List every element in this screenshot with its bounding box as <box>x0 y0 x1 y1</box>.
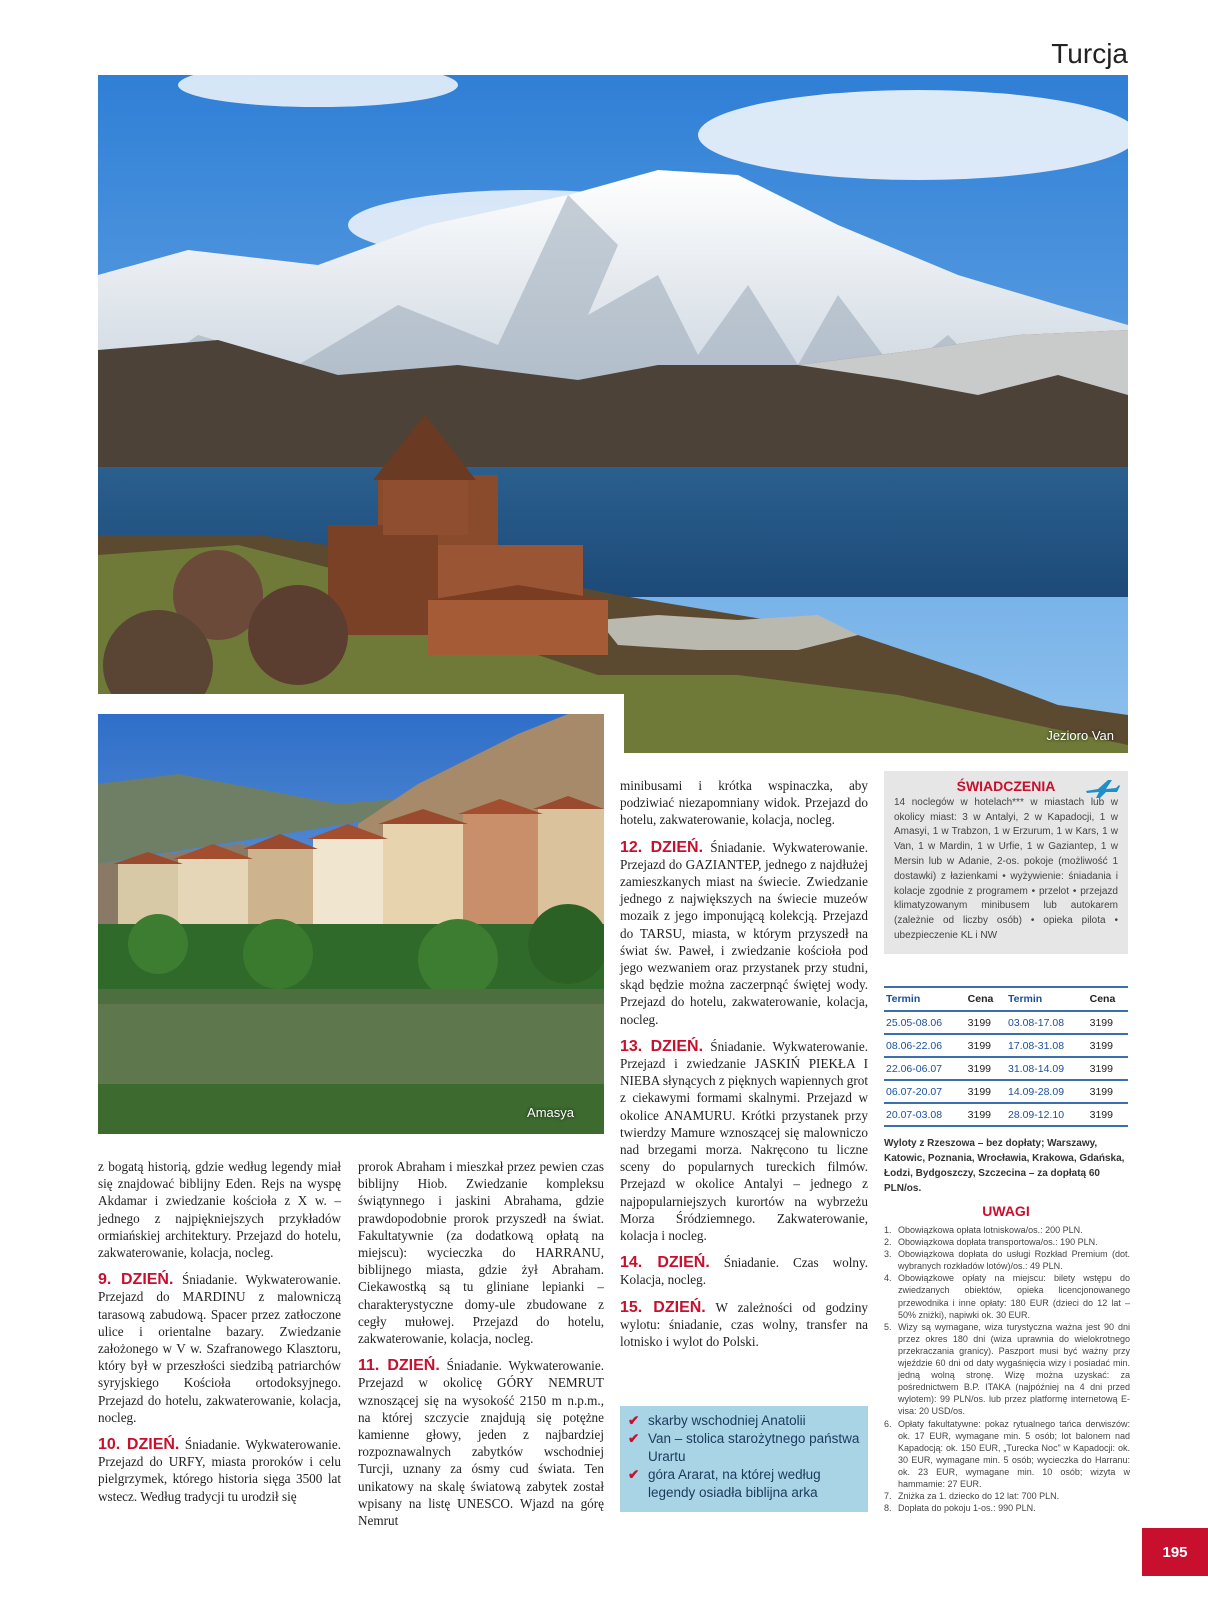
page-number: 195 <box>1142 1528 1208 1576</box>
departures-note: Wyloty z Rzeszowa – bez dopłaty; Warszawy, Katowic, Poznania, Wrocławia, Krakowa, Gdańska, Łodzi, Bydgoszczy, Szczecina – za dopłatą 60 PLN/os. <box>884 1138 1125 1194</box>
note-item: 2. Obowiązkowa dopłata transportowa/os.: 190 PLN. <box>884 1237 1098 1248</box>
table-row: 20.07-03.08 3199 28.09-12.10 3199 <box>884 1103 1128 1126</box>
note-item: 4. Obowiązkowe opłaty na miejscu: bilety wstępu do zwiedzanych obiektów, opieka licencjonowanego przewodnika i inne opłaty: 180 EUR (dzieci do 12 lat – 50% zniżki), napiwki ok. 30 EUR. <box>884 1273 1130 1320</box>
day-label: 15. DZIEŃ. <box>620 1298 706 1316</box>
itinerary-day-10 <box>98 1436 341 1505</box>
table-header-row <box>884 987 1128 1011</box>
column-header: Termin <box>1006 987 1088 1011</box>
day-label: 10. DZIEŃ. <box>98 1436 180 1454</box>
highlights-box <box>620 1406 868 1512</box>
note-item: 5. Wizy są wymagane, wiza turystyczna ważna jest 90 dni przez okres 180 dni (wiza uprawnia do wielokrotnego przekraczania granicy). Paszport musi być ważny przy wjeździe 60 dni od daty wygaśnięcia wizy i posiadać min. jedną wolną stronę. Wizę można uzyskać: za pośrednictwem B.P. ITAKA (najpóźniej na 4 dni przed wylotem): 99 PLN/os. lub przez platformę internetową E-visa: 20 USD/os. <box>884 1321 1130 1417</box>
photo-caption-amasya: Amasya <box>527 1105 574 1120</box>
itinerary-day-13 <box>620 1038 868 1244</box>
day-label: 13. DZIEŃ. <box>620 1037 704 1055</box>
day-text: W zależności od godziny wylotu: śniadanie, czas wolny, transfer na lotnisko i wylot do Polski. <box>620 1299 869 1350</box>
table-row: 06.07-20.07 3199 14.09-28.09 3199 <box>884 1080 1128 1103</box>
benefits-text: 14 noclegów w hotelach*** w miastach lub w okolicy miast: 3 w Antalyi, 2 w Kapadocji, 1 w Amasyi, 1 w Trabzon, 1 w Erzurum, 1 w Kars, 1 w Van, 1 w Mardin, 1 w Urfie, 1 w Gaziantep, 1 w Mersin lub w Adanie, 2-os. pokoje (możliwość 1 dostawki) z łazienkami • wyżywienie: śniadania i kolacje zgodnie z programem • przelot • przejazd klimatyzowanym minibusem lub autokarem (zależnie od liczby osób) • opieka pilota • ubezpieczenie KL i NW <box>894 796 1118 941</box>
day-label: 12. DZIEŃ. <box>620 838 704 856</box>
table-row: 22.06-06.07 3199 31.08-14.09 3199 <box>884 1057 1128 1080</box>
note-item: 1. Obowiązkowa opłata lotniskowa/os.: 200 PLN. <box>884 1225 1083 1235</box>
day-text: Śniadanie. Wykwaterowanie. Przejazd do MARDINU z malowniczą tarasową zabudową. Spacer przez zatłoczone ulice i orientalne bazary. Zwiedzanie założonego w V w. Szafranowego Klasztoru, który był w przeszłości siedzibą patriarchów syryjskiego Kościoła ortodoksyjnego. Przejazd do hotelu, zakwaterowanie, kolacja, nocleg. <box>98 1272 341 1425</box>
note-item: 6. Opłaty fakultatywne: pokaz rytualnego tańca derwiszów: ok. 17 EUR, wymagane min. 5 osób; lot balonem nad Kapadocją: ok. 150 EUR, „Turecka Noc” w Kapadocji: ok. 30 EUR, wymagane min. 5 osób; wycieczka do Harranu: ok. 23 EUR, wymagane min. 10 osób; wizyta w hammamie: 27 EUR. <box>884 1418 1130 1489</box>
highlight-item: ✔ góra Ararat, na której według legendy osiadła biblijna arka <box>628 1467 821 1500</box>
checkmark-icon: ✔ <box>628 1467 640 1482</box>
day-text: Śniadanie. Wykwaterowanie. Przejazd w okolicę GÓRY NEMRUT wznoszącej się na wysokość 2150 m n.p.m., na której szczycie znajdują się potężne kamienne głowy, jeden z najbardziej rozpoznawalnych zabytków wschodniej Turcji, uznany za ósmy cud świata. Ten unikatowy na skalę światową zabytek został wpisany na listę UNESCO. Wjazd na górę Nemrut <box>358 1358 604 1529</box>
airplane-icon <box>1084 777 1120 799</box>
itinerary-column-2 <box>358 1158 604 1539</box>
benefits-title: ŚWIADCZENIA <box>956 778 1056 794</box>
day-text: Śniadanie. Czas wolny. Kolacja, nocleg. <box>620 1255 868 1288</box>
itinerary-text: z bogatą historią, gdzie według legendy miał się znajdować biblijny Eden. Rejs na wyspę Akdamar i zwiedzanie kościoła z X w. – jednego z najpiękniejszych przykładów ormiańskiej architektury. Przejazd do hotelu, zakwaterowanie, kolacja, nocleg. <box>98 1159 341 1261</box>
day-text: Śniadanie. Wykwaterowanie. Przejazd do URFY, miasta proroków i celu pielgrzymek, którego historia sięga 3500 lat wstecz. Według tradycji tu urodził się <box>98 1437 341 1504</box>
highlight-item: ✔ Van – stolica starożytnego państwa Urartu <box>628 1431 860 1464</box>
itinerary-text: minibusami i krótka wspinaczka, aby podziwiać niezapomniany widok. Przejazd do hotelu, zakwaterowanie, kolacja, nocleg. <box>620 778 868 828</box>
day-label: 9. DZIEŃ. <box>98 1271 174 1289</box>
itinerary-day-9 <box>98 1271 341 1426</box>
lake-van-illustration <box>98 75 1128 753</box>
photo-caption-lake-van: Jezioro Van <box>1046 728 1114 743</box>
column-header: Cena <box>1088 987 1128 1011</box>
photo-border <box>604 694 624 754</box>
column-header: Termin <box>884 987 966 1011</box>
amasya-illustration <box>98 714 604 1134</box>
notes-list <box>884 1224 1130 1514</box>
itinerary-column-3 <box>620 777 868 1360</box>
checkmark-icon: ✔ <box>628 1413 640 1428</box>
day-text: Śniadanie. Wykwaterowanie. Przejazd i zwiedzanie JASKIŃ PIEKŁA I NIEBA słynących z pięknych wapiennych grot z ciekawymi formami skalnymi. Przejazd w okolice ANAMURU. Krótki przystanek przy twierdzy Mamure wznoszącej się malowniczo nad brzegami morza. Nakręcono tu liczne sceny do popularnych tureckich filmów. Przejazd w okolice Antalyi – jednego z najpopularniejszych kurortów na wybrzeżu Morza Śródziemnego. Zakwaterowanie, kolacja i nocleg. <box>620 1038 868 1244</box>
note-item: 3. Obowiązkowa dopłata do usługi Rozkład Premium (dot. wybranych rozkładów lotów)/os.: 49 PLN. <box>884 1249 1130 1272</box>
itinerary-day-11 <box>358 1357 604 1529</box>
photo-lake-van <box>98 75 1128 753</box>
column-header: Cena <box>966 987 1006 1011</box>
price-table <box>884 986 1128 1127</box>
day-text: Śniadanie. Wykwaterowanie. Przejazd do GAZIANTEP, jednego z najdłużej zamieszkanych miast na świecie. Zwiedzanie jednego z największych na świecie muzeów mozaik z jego imponującą kolekcją. Przejazd do TARSU, miasta, w którym przyszedł na świat św. Paweł, i zwiedzanie kościoła pod jego wezwaniem oraz przystanek przy studni, skąd będzie można zaczerpnąć świętej wody. Przejazd do hotelu, zakwaterowanie, kolacja, nocleg. <box>620 839 868 1027</box>
note-item: 8. Dopłata do pokoju 1-os.: 990 PLN. <box>884 1503 1036 1514</box>
table-row: 25.05-08.06 3199 03.08-17.08 3199 <box>884 1011 1128 1034</box>
itinerary-day-14 <box>620 1254 868 1288</box>
note-item: 7. Zniżka za 1. dziecko do 12 lat: 700 PLN. <box>884 1491 1060 1502</box>
checkmark-icon: ✔ <box>628 1431 640 1446</box>
itinerary-text: prorok Abraham i mieszkał przez pewien czas biblijny Hiob. Zwiedzanie kompleksu świątynnego i jaskini Abrahama, gdzie prawdopodobnie prorok przyszedł na świat. Fakultatywnie (za dodatkową opłatą na miejscu): wycieczka do HARRANU, biblijnego miasta, gdzie żył Abraham. Ciekawostką są tu gliniane lepianki – charakterystyczne domy-ule zbudowane z cegły mułowej. Przejazd do hotelu, zakwaterowanie, kolacja, nocleg. <box>358 1159 604 1347</box>
benefits-box <box>884 771 1128 954</box>
day-label: 11. DZIEŃ. <box>358 1357 440 1375</box>
table-row: 08.06-22.06 3199 17.08-31.08 3199 <box>884 1034 1128 1057</box>
highlight-item: ✔ skarby wschodniej Anatolii <box>628 1413 806 1428</box>
photo-amasya <box>98 714 604 1134</box>
page-country-title: Turcja <box>1051 38 1128 69</box>
itinerary-column-1 <box>98 1158 341 1515</box>
notes-title: UWAGI <box>982 1203 1030 1219</box>
itinerary-day-15 <box>620 1299 868 1351</box>
itinerary-day-12 <box>620 839 868 1028</box>
day-label: 14. DZIEŃ. <box>620 1254 710 1272</box>
